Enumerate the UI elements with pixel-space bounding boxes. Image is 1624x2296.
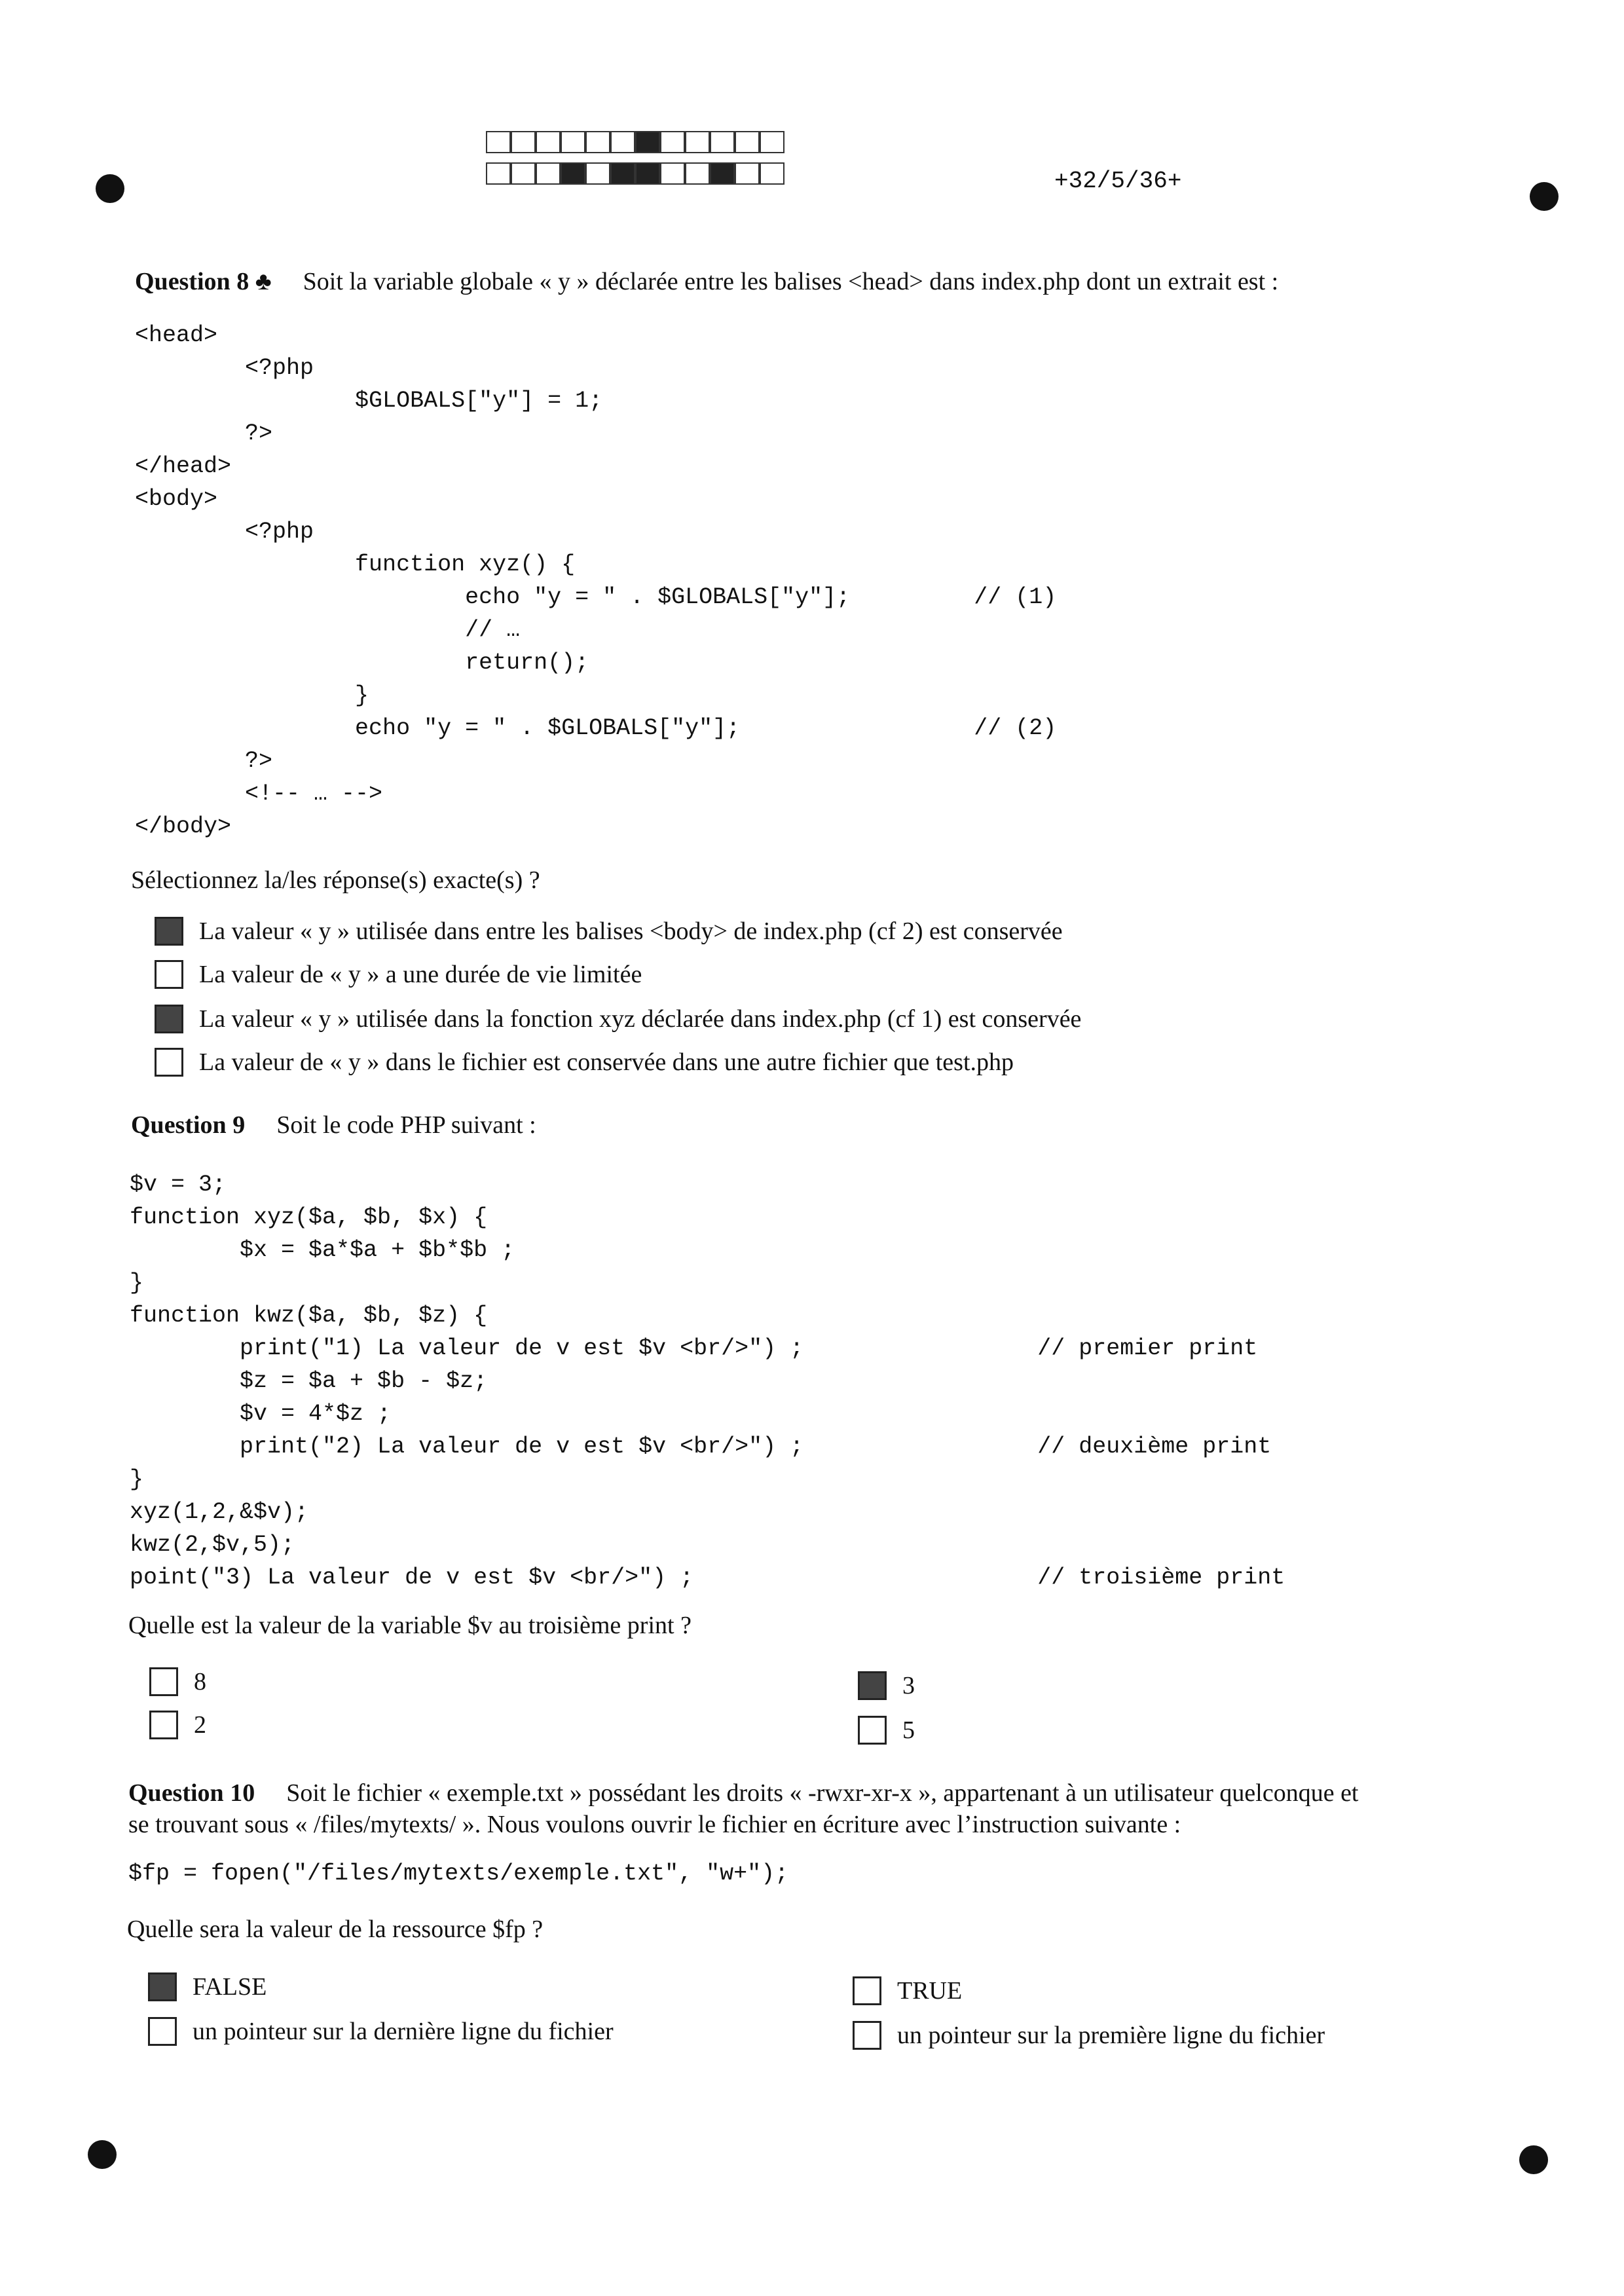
code-cell <box>536 162 561 185</box>
q8-code: <head> <?php $GLOBALS["y"] = 1; ?> </head> <body> <?php function xyz() { echo "y = " . $GLOBALS["y"]; // (1) // … return(); } echo "y = " . $GLOBALS["y"]; // (2) ?> <!-- … --> </body> <box>135 322 1057 840</box>
q10-option-2[interactable] <box>148 2017 614 2046</box>
q10-option-2-checkbox[interactable] <box>148 2017 177 2046</box>
q8-question: Sélectionnez la/les réponse(s) exacte(s) ? <box>131 866 540 894</box>
q10-option-2-label: un pointeur sur la dernière ligne du fichier <box>193 2018 614 2045</box>
q10-label: Question 10 <box>128 1779 255 1807</box>
code-cell <box>561 162 585 185</box>
q10-question: Quelle sera la valeur de la ressource $fp ? <box>127 1916 544 1943</box>
q9-option-2-checkbox[interactable] <box>149 1711 178 1739</box>
q8-option-2[interactable] <box>155 960 642 989</box>
q8-label: Question 8 ♣ <box>135 268 272 295</box>
q8-option-4-label: La valeur de « y » dans le fichier est conservée dans une autre fichier que test.php <box>199 1048 1014 1076</box>
q9-option-2[interactable] <box>149 1711 206 1739</box>
code-cell <box>735 162 760 185</box>
q9-option-3-checkbox[interactable] <box>858 1671 887 1700</box>
q8-option-3[interactable] <box>155 1005 1081 1033</box>
q10-prompt-line1: Soit le fichier « exemple.txt » possédant les droits « -rwxr-xr-x », appartenant à un utilisateur quelconque et <box>286 1779 1359 1807</box>
q9-option-4-checkbox[interactable] <box>858 1716 887 1745</box>
q8-heading <box>135 267 1278 296</box>
code-cell <box>660 131 685 153</box>
code-cell <box>511 162 536 185</box>
page-id: +32/5/36+ <box>1054 168 1182 194</box>
code-cell <box>710 162 735 185</box>
q9-label: Question 9 <box>131 1111 246 1139</box>
corner-mark-bottom-left <box>88 2140 117 2169</box>
code-cell <box>511 131 536 153</box>
code-cell <box>685 131 710 153</box>
code-cell <box>561 131 585 153</box>
binary-code-row-1 <box>486 131 784 153</box>
q10-prompt-line2: se trouvant sous « /files/mytexts/ ». Nous voulons ouvrir le fichier en écriture avec l’instruction suivante : <box>128 1811 1181 1838</box>
code-cell <box>486 162 511 185</box>
q8-option-4[interactable] <box>155 1048 1014 1077</box>
q9-option-2-label: 2 <box>194 1711 206 1739</box>
q10-option-1-label: FALSE <box>193 1973 267 2001</box>
q10-option-4-checkbox[interactable] <box>853 2021 881 2050</box>
code-cell <box>710 131 735 153</box>
q9-option-1[interactable] <box>149 1667 206 1696</box>
q10-option-3[interactable] <box>853 1976 962 2005</box>
q10-heading <box>128 1779 1359 1807</box>
q9-prompt: Soit le code PHP suivant : <box>276 1111 536 1139</box>
code-cell <box>486 131 511 153</box>
q9-option-3[interactable] <box>858 1671 915 1700</box>
code-cell <box>760 131 784 153</box>
code-cell <box>735 131 760 153</box>
code-cell <box>685 162 710 185</box>
q9-heading <box>131 1111 536 1139</box>
q8-option-2-checkbox[interactable] <box>155 960 183 989</box>
code-cell <box>760 162 784 185</box>
q9-option-4-label: 5 <box>902 1716 915 1744</box>
q8-option-2-label: La valeur de « y » a une durée de vie limitée <box>199 961 642 988</box>
q8-option-1[interactable] <box>155 917 1063 946</box>
binary-code-row-2 <box>486 162 784 185</box>
q10-option-1-checkbox[interactable] <box>148 1972 177 2001</box>
q8-option-3-label: La valeur « y » utilisée dans la fonction xyz déclarée dans index.php (cf 1) est conservée <box>199 1005 1082 1033</box>
q8-option-3-checkbox[interactable] <box>155 1005 183 1033</box>
corner-mark-top-left <box>96 174 124 203</box>
q8-option-1-checkbox[interactable] <box>155 917 183 946</box>
code-cell <box>536 131 561 153</box>
q10-option-1[interactable] <box>148 1972 267 2001</box>
code-cell <box>635 131 660 153</box>
q9-option-4[interactable] <box>858 1716 915 1745</box>
q9-option-1-checkbox[interactable] <box>149 1667 178 1696</box>
q10-option-3-checkbox[interactable] <box>853 1976 881 2005</box>
code-cell <box>585 162 610 185</box>
q10-option-3-label: TRUE <box>897 1977 963 2005</box>
code-cell <box>660 162 685 185</box>
q9-question: Quelle est la valeur de la variable $v au troisième print ? <box>128 1612 692 1639</box>
code-cell <box>585 131 610 153</box>
code-cell <box>610 162 635 185</box>
code-cell <box>610 131 635 153</box>
q8-option-4-checkbox[interactable] <box>155 1048 183 1077</box>
q10-option-4[interactable] <box>853 2021 1325 2050</box>
corner-mark-bottom-right <box>1519 2145 1548 2174</box>
q10-code: $fp = fopen("/files/mytexts/exemple.txt", "w+"); <box>128 1861 789 1887</box>
q10-option-4-label: un pointeur sur la première ligne du fichier <box>897 2022 1325 2049</box>
code-cell <box>635 162 660 185</box>
corner-mark-top-right <box>1530 182 1559 211</box>
q8-prompt: Soit la variable globale « y » déclarée entre les balises <head> dans index.php dont un extrait est : <box>303 268 1279 295</box>
q9-option-3-label: 3 <box>902 1672 915 1699</box>
q9-option-1-label: 8 <box>194 1668 206 1695</box>
q9-code: $v = 3; function xyz($a, $b, $x) { $x = $a*$a + $b*$b ; } function kwz($a, $b, $z) { print("1) La valeur de v est $v <br/>") ; // premier print $z = $a + $b - $z; $v = 4*$z ; print("2) La valeur de v est $v <br/>") ; // deuxième print } xyz(1,2,&$v); kwz(2,$v,5); point("3) La valeur de v est $v <br/>") ; // troisième print <box>130 1172 1285 1591</box>
q8-option-1-label: La valeur « y » utilisée dans entre les balises <body> de index.php (cf 2) est conservée <box>199 917 1063 945</box>
